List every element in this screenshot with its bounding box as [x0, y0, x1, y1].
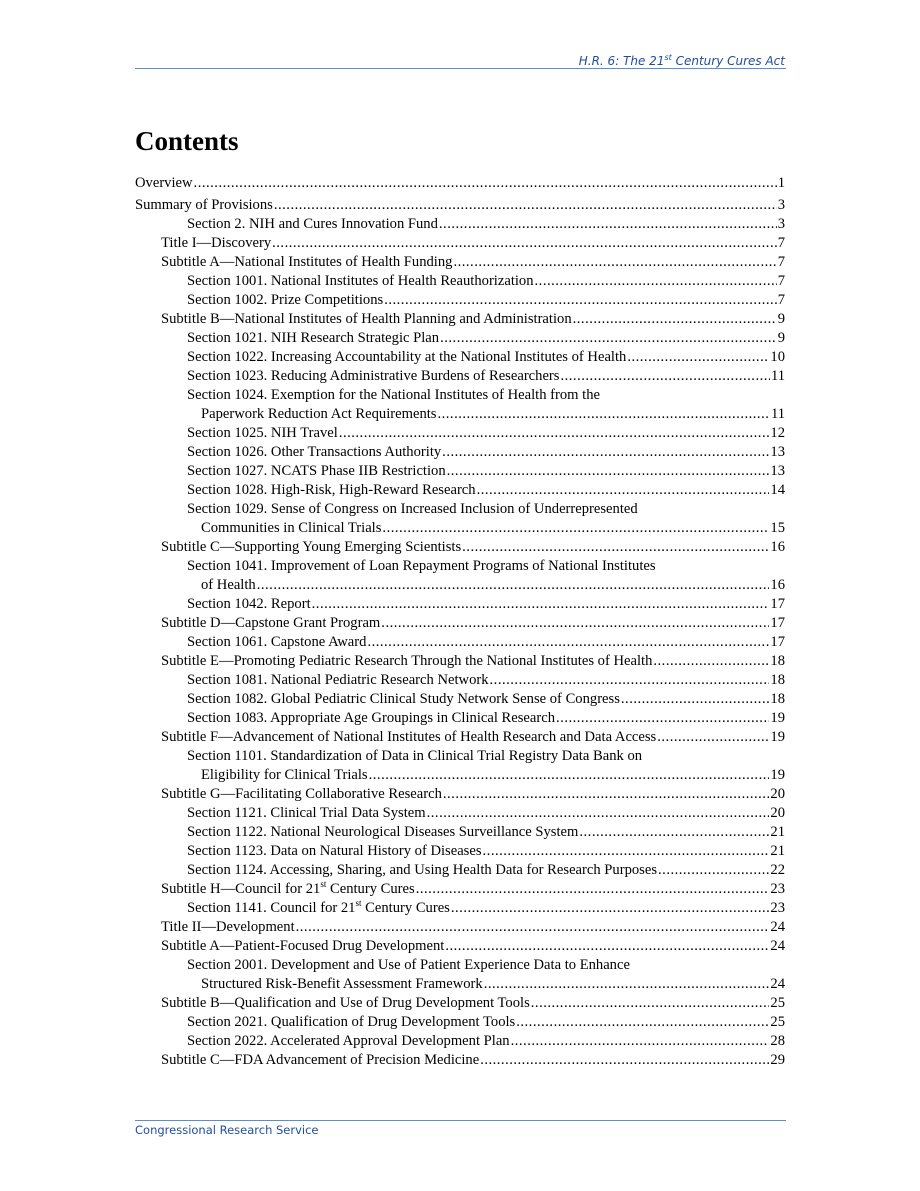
toc-entry-section-1141[interactable]: Section 1141. Council for 21st Century Cures ..... 23: [135, 899, 785, 918]
toc-entry-section-1024[interactable]: Paperwork Reduction Act Requirements ..... 11: [135, 405, 785, 424]
toc-entry-section-2021[interactable]: Section 2021. Qualification of Drug Development Tools ..... 25: [135, 1013, 785, 1032]
toc-entry-section-1027[interactable]: Section 1027. NCATS Phase IIB Restriction ..... 13: [135, 462, 785, 481]
toc-entry-section-2001[interactable]: Structured Risk-Benefit Assessment Framework ..... 24: [135, 975, 785, 994]
toc-entry-section-1042[interactable]: Section 1042. Report ..... 17: [135, 595, 785, 614]
toc-entry-section-2022[interactable]: Section 2022. Accelerated Approval Development Plan ..... 28: [135, 1032, 785, 1051]
toc-entry-section-1023[interactable]: Section 1023. Reducing Administrative Burdens of Researchers ..... 11: [135, 367, 785, 386]
toc-entry-title2-subtitle-c[interactable]: Subtitle C—FDA Advancement of Precision Medicine ..... 29: [135, 1051, 785, 1070]
toc-entry-section-1022[interactable]: Section 1022. Increasing Accountability at the National Institutes of Health ..... 10: [135, 348, 785, 367]
toc-entry-title-1[interactable]: Title I—Discovery ..... 7: [135, 234, 785, 253]
toc-entry-subtitle-e[interactable]: Subtitle E—Promoting Pediatric Research Through the National Institutes of Health ..... 18: [135, 652, 785, 671]
toc-entry-subtitle-b[interactable]: Subtitle B—National Institutes of Health Planning and Administration ..... 9: [135, 310, 785, 329]
toc-entry-section-1081[interactable]: Section 1081. National Pediatric Research Network ..... 18: [135, 671, 785, 690]
toc-entry-subtitle-h[interactable]: Subtitle H—Council for 21st Century Cures ..... 23: [135, 880, 785, 899]
toc-entry-section-1121[interactable]: Section 1121. Clinical Trial Data System ..... 20: [135, 804, 785, 823]
toc-entry-section-1041[interactable]: of Health ..... 16: [135, 576, 785, 595]
toc-entry-subtitle-c[interactable]: Subtitle C—Supporting Young Emerging Scientists ..... 16: [135, 538, 785, 557]
header-title-part: Century Cures Act: [671, 54, 785, 68]
toc-entry-section-1025[interactable]: Section 1025. NIH Travel ..... 12: [135, 424, 785, 443]
toc-entry-section-1101[interactable]: Eligibility for Clinical Trials ..... 19: [135, 766, 785, 785]
page-title: Contents: [135, 126, 239, 156]
toc-entry-section-1029[interactable]: Communities in Clinical Trials ..... 15: [135, 519, 785, 538]
toc-entry-overview[interactable]: Overview ..... 1: [135, 174, 785, 193]
toc-entry-section-1001[interactable]: Section 1001. National Institutes of Health Reauthorization ..... 7: [135, 272, 785, 291]
toc-entry-section-1021[interactable]: Section 1021. NIH Research Strategic Plan ..... 9: [135, 329, 785, 348]
table-of-contents: [135, 174, 785, 1070]
toc-entry-subtitle-f[interactable]: Subtitle F—Advancement of National Institutes of Health Research and Data Access ..... 19: [135, 728, 785, 747]
toc-entry-section-1026[interactable]: Section 1026. Other Transactions Authority ..... 13: [135, 443, 785, 462]
toc-entry-section-1024-line1[interactable]: Section 1024. Exemption for the National Institutes of Health from the: [187, 387, 600, 403]
header-title-part: H.R. 6: The 21: [578, 54, 665, 68]
footer-rule: [135, 1120, 786, 1121]
toc-entry-title-2[interactable]: Title II—Development ..... 24: [135, 918, 785, 937]
toc-entry-title2-subtitle-a[interactable]: Subtitle A—Patient-Focused Drug Development ..... 24: [135, 937, 785, 956]
footer-text: Congressional Research Service: [135, 1123, 319, 1137]
toc-entry-section-1029-line1[interactable]: Section 1029. Sense of Congress on Increased Inclusion of Underrepresented: [187, 501, 638, 517]
toc-entry-section-1061[interactable]: Section 1061. Capstone Award ..... 17: [135, 633, 785, 652]
toc-entry-subtitle-d[interactable]: Subtitle D—Capstone Grant Program ..... 17: [135, 614, 785, 633]
toc-entry-section-1124[interactable]: Section 1124. Accessing, Sharing, and Using Health Data for Research Purposes ..... 22: [135, 861, 785, 880]
toc-entry-section-1041-line1[interactable]: Section 1041. Improvement of Loan Repayment Programs of National Institutes: [187, 558, 656, 574]
toc-entry-section-1028[interactable]: Section 1028. High-Risk, High-Reward Research ..... 14: [135, 481, 785, 500]
toc-entry-section-1083[interactable]: Section 1083. Appropriate Age Groupings in Clinical Research ..... 19: [135, 709, 785, 728]
toc-entry-section-2001-line1[interactable]: Section 2001. Development and Use of Patient Experience Data to Enhance: [187, 957, 630, 973]
toc-entry-summary[interactable]: Summary of Provisions ..... 3: [135, 196, 785, 215]
header-rule: [135, 68, 786, 69]
toc-entry-section-1123[interactable]: Section 1123. Data on Natural History of Diseases ..... 21: [135, 842, 785, 861]
toc-entry-title2-subtitle-b[interactable]: Subtitle B—Qualification and Use of Drug Development Tools ..... 25: [135, 994, 785, 1013]
toc-entry-subtitle-a[interactable]: Subtitle A—National Institutes of Health Funding ..... 7: [135, 253, 785, 272]
header-title-sup: st: [664, 53, 672, 62]
toc-entry-subtitle-g[interactable]: Subtitle G—Facilitating Collaborative Research ..... 20: [135, 785, 785, 804]
toc-entry-section-2[interactable]: Section 2. NIH and Cures Innovation Fund ..... 3: [135, 215, 785, 234]
toc-entry-section-1082[interactable]: Section 1082. Global Pediatric Clinical Study Network Sense of Congress ..... 18: [135, 690, 785, 709]
toc-entry-section-1002[interactable]: Section 1002. Prize Competitions ..... 7: [135, 291, 785, 310]
toc-entry-section-1122[interactable]: Section 1122. National Neurological Diseases Surveillance System ..... 21: [135, 823, 785, 842]
toc-entry-section-1101-line1[interactable]: Section 1101. Standardization of Data in Clinical Trial Registry Data Bank on: [187, 748, 643, 764]
running-header: [135, 54, 785, 69]
